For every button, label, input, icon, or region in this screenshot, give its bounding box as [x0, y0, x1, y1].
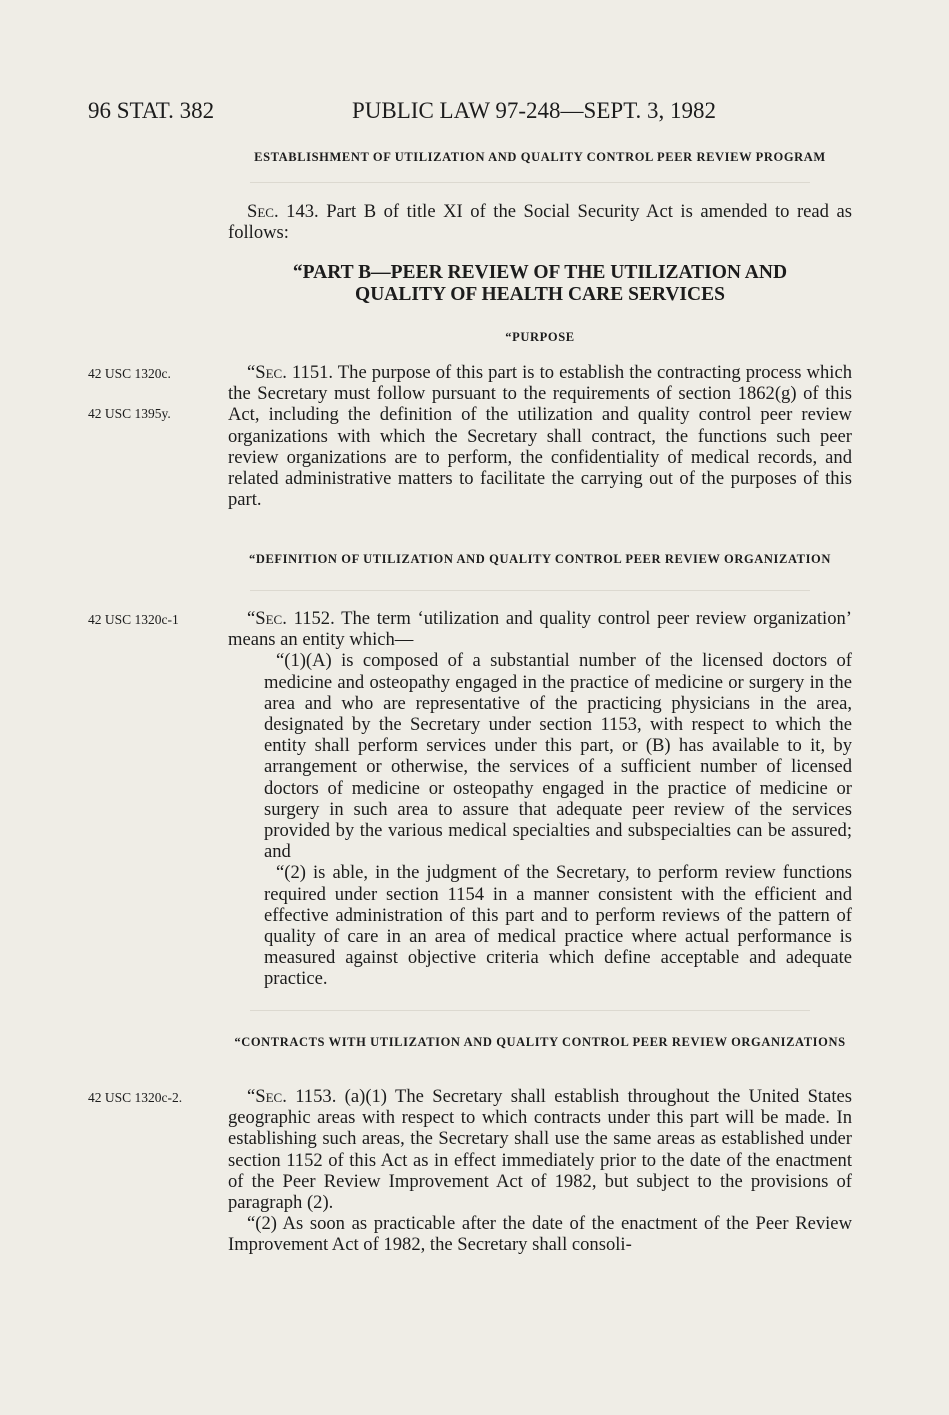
part-b-title-line2: QUALITY OF HEALTH CARE SERVICES — [355, 284, 725, 305]
part-b-title — [228, 262, 852, 306]
bleed-through-line — [250, 1010, 810, 1011]
public-law-title: PUBLIC LAW 97-248—SEPT. 3, 1982 — [352, 98, 717, 123]
bleed-through-line — [250, 182, 810, 183]
section-1153-text: 1153. (a)(1) The Secretary shall establish throughout the United States geographic areas with respect to which contracts under this part will be made. In establishing such areas, the Secretary shall use the same areas as established under section 1152 of this Act as in effect immediately prior to the date of the enactment of the Peer Review Improvement Act of 1982, but subject to the provisions of paragraph (2). — [228, 1086, 852, 1214]
margin-note-1320c-1: 42 USC 1320c-1 — [88, 612, 179, 627]
sec-label: “Sec. — [247, 608, 287, 629]
section-1151-text: 1151. The purpose of this part is to establish the contracting process which the Secretary must follow pursuant to the requirements of section 1862(g) of this Act, including the definition of the utilization and quality control peer review organizations with which the Secretary shall contract, the functions such peer review organizations are to perform, the confidentiality of medical records, and related administrative matters to facilitate the carrying out of the purposes of this part. — [228, 362, 852, 511]
sec-label: Sec. — [247, 201, 279, 222]
margin-note-1320c-2: 42 USC 1320c-2. — [88, 1090, 183, 1105]
margin-note-1320c: 42 USC 1320c. — [88, 366, 171, 381]
bleed-through-decoration — [93, 150, 183, 163]
sec-label: “Sec. — [247, 362, 287, 383]
purpose-heading: “PURPOSE — [505, 330, 575, 344]
clause-2: “(2) is able, in the judgment of the Secretary, to perform review functions required under section 1154 in a manner consistent with the efficient and effective administration of this part and to perform reviews of the pattern of quality of care in an area of medical practice where actual performance is measured against objective criteria which define acceptable and adequate practice. — [264, 862, 852, 990]
section-1153-para-2: “(2) As soon as practicable after the date of the enactment of the Peer Review Improvement Act of 1982, the Secretary shall consoli- — [228, 1213, 852, 1256]
section-1153-body — [228, 1086, 852, 1256]
contracts-heading: “CONTRACTS WITH UTILIZATION AND QUALITY CONTROL PEER REVIEW ORGANIZATIONS — [234, 1035, 846, 1049]
part-b-title-line1: “PART B—PEER REVIEW OF THE UTILIZATION AND — [292, 262, 788, 283]
clause-1: “(1)(A) is composed of a substantial number of the licensed doctors of medicine and osteopathy engaged in the practice of medicine or surgery in the area and who are representative of the practicing physicians in the area, designated by the Secretary under section 1153, with respect to which the entity shall perform services under this part, or (B) has available to it, by arrangement or otherwise, the services of a sufficient number of licensed doctors of medicine or osteopathy engaged in the practice of medicine or surgery in such area to assure that adequate peer review of the services provided by the various medical specialties and subspecialties can be assured; and — [264, 650, 852, 863]
section-1152-body — [228, 608, 852, 990]
section-1151-body — [228, 362, 852, 510]
section-1152-text: 1152. The term ‘utilization and quality control peer review organization’ means an entity which— — [228, 608, 852, 651]
section-143-body — [228, 201, 852, 243]
stat-page-number: 96 STAT. 382 — [88, 98, 215, 123]
section-143-text: 143. Part B of title XI of the Social Security Act is amended to read as follows: — [228, 201, 852, 244]
sec-label: “Sec. — [247, 1086, 287, 1107]
section-143-heading: ESTABLISHMENT OF UTILIZATION AND QUALITY CONTROL PEER REVIEW PROGRAM — [254, 150, 826, 164]
definition-heading: “DEFINITION OF UTILIZATION AND QUALITY CONTROL PEER REVIEW ORGANIZATION — [248, 552, 832, 566]
margin-note-1395y: 42 USC 1395y. — [88, 406, 171, 421]
bleed-through-line — [250, 590, 810, 591]
